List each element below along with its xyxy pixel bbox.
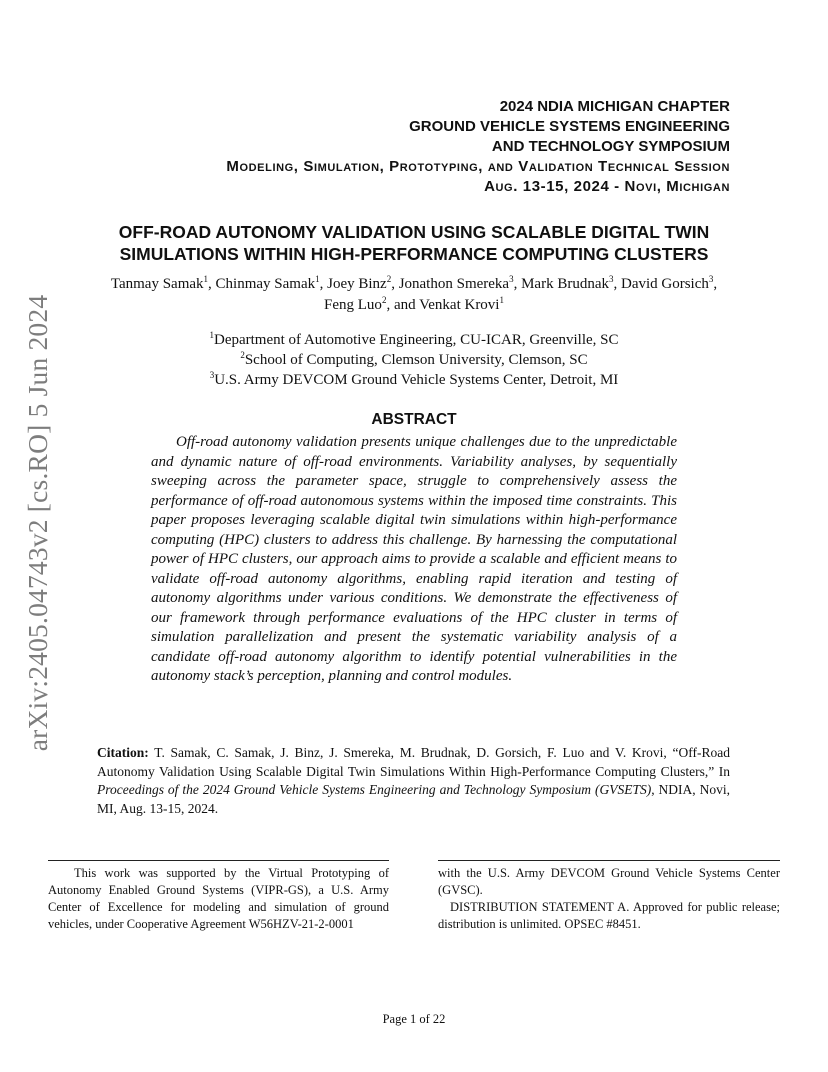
author-list — [100, 274, 728, 316]
affiliation-text: Department of Automotive Engineering, CU-ICAR, Greenville, SC — [213, 332, 619, 348]
footnote-right-column — [438, 865, 780, 933]
author-name: Joey Binz — [327, 276, 387, 292]
affiliation-number: 2 — [240, 350, 245, 360]
page-number: Page 1 of 22 — [382, 1012, 446, 1026]
author-name: Chinmay Samak — [215, 276, 316, 292]
paper-title-line-1: OFF-ROAD AUTONOMY VALIDATION USING SCALABLE DIGITAL TWIN — [118, 222, 710, 242]
author-affiliation-mark: 2 — [381, 295, 387, 305]
conference-line-3: AND TECHNOLOGY SYMPOSIUM — [491, 138, 730, 155]
author-affiliation-mark: 1 — [499, 295, 504, 305]
author-affiliation-mark: 3 — [509, 274, 514, 284]
author-name: Feng Luo — [324, 297, 382, 313]
author-separator: , — [713, 276, 718, 292]
affiliation-number: 1 — [209, 330, 214, 340]
footnote-funding: This work was supported by the Virtual Prototyping of Autonomy Enabled Ground Systems (VIPR-GS), a U.S. Army Center of Excellence for modeling and simulation of ground vehicles, under Cooperative Agreement W56HZV-21-2-0001 — [48, 866, 389, 931]
author-affiliation-mark: 3 — [608, 274, 614, 284]
author-separator: , — [391, 276, 399, 292]
affiliation-text: U.S. Army DEVCOM Ground Vehicle Systems Center, Detroit, MI — [214, 372, 619, 388]
affiliation-number: 3 — [209, 370, 215, 380]
footnote-funding-continued: with the U.S. Army DEVCOM Ground Vehicle Systems Center (GVSC). — [438, 866, 780, 897]
citation-block — [97, 744, 730, 818]
author-name: David Gorsich — [620, 276, 709, 292]
author-separator: , — [513, 276, 522, 292]
author-name: Jonathon Smereka — [398, 276, 510, 292]
citation-label: Citation: — [97, 745, 149, 760]
footnote-rule-right — [438, 860, 780, 861]
affiliation-list — [100, 330, 728, 390]
conference-line-1: 2024 NDIA MICHIGAN CHAPTER — [499, 98, 730, 115]
footnote-rule-left — [48, 860, 389, 861]
author-affiliation-mark: 2 — [386, 274, 392, 284]
paper-title-line-2: SIMULATIONS WITHIN HIGH-PERFORMANCE COMPUTING CLUSTERS — [119, 244, 709, 264]
abstract-heading: ABSTRACT — [371, 411, 457, 428]
conference-line-2: GROUND VEHICLE SYSTEMS ENGINEERING — [409, 118, 730, 135]
citation-venue: Proceedings of the 2024 Ground Vehicle Systems Engineering and Technology Symposium (GVSETS) — [97, 782, 652, 797]
citation-authors: T. Samak, C. Samak, J. Binz, J. Smereka, M. Brudnak, D. Gorsich, F. Luo and V. Krovi, “Off-Road Autonomy Validation Using Scalable Digital Twin Simulations Within High-Performance Computing Clusters,” In — [97, 745, 730, 779]
conference-header — [226, 97, 730, 197]
distribution-statement: DISTRIBUTION STATEMENT A. Approved for public release; distribution is unlimited. OPSEC #8451. — [438, 900, 780, 931]
author-name: Venkat Krovi — [419, 297, 500, 313]
conference-date-place: Aug. 13-15, 2024 - Novi, Michigan — [484, 178, 730, 195]
affiliation-line — [100, 330, 728, 350]
author-separator: , — [613, 276, 621, 292]
author-affiliation-mark: 1 — [203, 274, 209, 284]
paper-title — [90, 221, 738, 265]
arxiv-identifier-stamp: arXiv:2405.04743v2 [cs.RO] 5 Jun 2024 — [22, 294, 53, 752]
author-separator: , and — [386, 297, 420, 313]
author-affiliation-mark: 1 — [315, 274, 320, 284]
author-separator: , — [319, 276, 328, 292]
author-name: Mark Brudnak — [521, 276, 609, 292]
affiliation-text: School of Computing, Clemson University, Clemson, SC — [244, 352, 588, 368]
author-affiliation-mark: 3 — [708, 274, 714, 284]
session-name: Modeling, Simulation, Prototyping, and Validation Technical Session — [226, 158, 730, 175]
affiliation-line — [100, 370, 728, 390]
abstract-text: Off-road autonomy validation presents unique challenges due to the unpredictable and dynamic nature of off-road environments. Variability analyses, by sequentially sweeping across the parameter space, struggle to comprehensively assess the performance of off-road autonomous systems within the imposed time constraints. This paper proposes leveraging scalable digital twin simulations within high-performance computing (HPC) clusters to address this challenge. By harnessing the computational power of HPC clusters, our approach aims to provide a scalable and efficient means to validate off-road autonomy algorithms, enabling rapid iteration and testing of autonomy algorithms under various conditions. We demonstrate the effectiveness of our framework through performance evaluations of the HPC cluster in terms of simulation parallelization and present the systematic variability analysis of a candidate off-road autonomy algorithm to identify potential vulnerabilities in the autonomy stack’s perception, planning and control modules. — [151, 434, 677, 684]
author-name: Tanmay Samak — [110, 276, 204, 292]
author-separator: , — [208, 276, 216, 292]
citation-rest: , NDIA, Novi, MI, Aug. 13-15, 2024. — [97, 782, 730, 816]
affiliation-line — [100, 350, 728, 370]
